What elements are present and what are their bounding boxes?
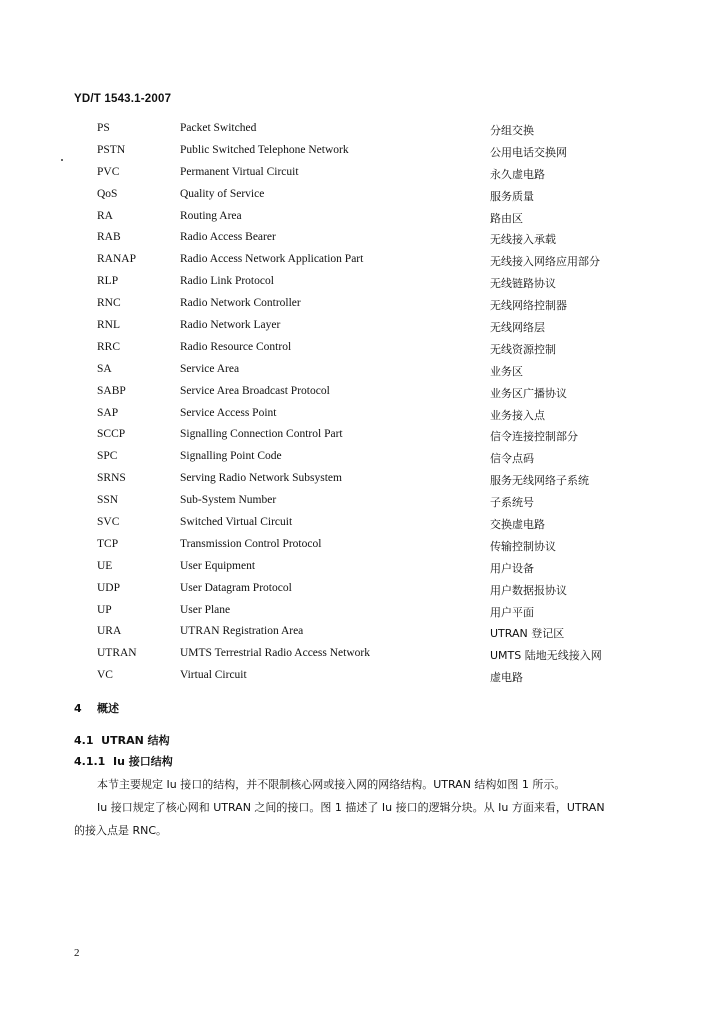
english-expansion: Quality of Service bbox=[180, 187, 265, 200]
chinese-term: 无线资源控制 bbox=[490, 342, 556, 356]
abbreviation-row bbox=[0, 666, 719, 688]
chinese-term: 信令点码 bbox=[490, 452, 534, 466]
english-expansion: Radio Access Network Application Part bbox=[180, 253, 364, 266]
english-expansion: Signalling Connection Control Part bbox=[180, 428, 343, 441]
english-expansion: Packet Switched bbox=[180, 122, 257, 134]
abbreviation-table bbox=[0, 119, 719, 688]
chinese-term: 业务区广播协议 bbox=[490, 386, 567, 400]
section-number: 4.1.1 bbox=[74, 755, 106, 768]
chinese-term: 无线接入承载 bbox=[490, 233, 556, 247]
english-expansion: User Equipment bbox=[180, 559, 256, 572]
paragraph-2-line-1: Iu 接口规定了核心网和 UTRAN 之间的接口。图 1 描述了 Iu 接口的逻辑分块。从 Iu 方面来看，UTRAN bbox=[97, 801, 605, 814]
section-number: 4.1 bbox=[74, 734, 94, 747]
chinese-term: 无线网络控制器 bbox=[490, 299, 567, 313]
abbreviation-term: RA bbox=[97, 209, 113, 222]
chinese-term: 信令连接控制部分 bbox=[490, 430, 578, 444]
english-expansion: Service Access Point bbox=[180, 406, 277, 419]
abbreviation-row bbox=[0, 250, 719, 272]
english-expansion: UTRAN Registration Area bbox=[180, 625, 304, 638]
chinese-term: UTRAN 登记区 bbox=[490, 627, 565, 641]
abbreviation-term: SRNS bbox=[97, 472, 126, 485]
abbreviation-row bbox=[0, 316, 719, 338]
abbreviation-term: RAB bbox=[97, 231, 121, 244]
chinese-term: 用户平面 bbox=[490, 605, 534, 619]
chinese-term: 业务接入点 bbox=[490, 408, 545, 422]
abbreviation-row bbox=[0, 338, 719, 360]
document-id-header: YD/T 1543.1-2007 bbox=[74, 93, 172, 105]
abbreviation-row bbox=[0, 207, 719, 229]
section-title: UTRAN 结构 bbox=[101, 734, 170, 747]
section-number: 4 bbox=[74, 702, 82, 715]
abbreviation-row bbox=[0, 185, 719, 207]
abbreviation-term: SCCP bbox=[97, 428, 126, 441]
chinese-term: 无线网络层 bbox=[490, 321, 545, 335]
chinese-term: 路由区 bbox=[490, 211, 523, 225]
abbreviation-row bbox=[0, 425, 719, 447]
english-expansion: Virtual Circuit bbox=[180, 669, 247, 682]
abbreviation-term: VC bbox=[97, 669, 113, 682]
abbreviation-row bbox=[0, 141, 719, 163]
abbreviation-term: RRC bbox=[97, 340, 121, 353]
abbreviation-row bbox=[0, 513, 719, 535]
english-expansion: Radio Network Controller bbox=[180, 297, 301, 310]
abbreviation-term: TCP bbox=[97, 537, 119, 550]
chinese-term: 业务区 bbox=[490, 364, 523, 378]
chinese-term: 永久虚电路 bbox=[490, 167, 545, 181]
abbreviation-term: PVC bbox=[97, 165, 120, 178]
section-title: 概述 bbox=[96, 702, 119, 715]
english-expansion: Radio Link Protocol bbox=[180, 275, 274, 288]
english-expansion: User Plane bbox=[180, 603, 231, 616]
abbreviation-term: RNC bbox=[97, 297, 121, 310]
abbreviation-row bbox=[0, 535, 719, 557]
english-expansion: User Datagram Protocol bbox=[180, 581, 292, 594]
english-expansion: Radio Network Layer bbox=[180, 319, 281, 332]
english-expansion: Radio Access Bearer bbox=[180, 231, 276, 244]
section-4-1-heading bbox=[74, 732, 170, 748]
english-expansion: Transmission Control Protocol bbox=[180, 537, 322, 550]
abbreviation-row bbox=[0, 119, 719, 141]
chinese-term: 服务无线网络子系统 bbox=[490, 474, 589, 488]
abbreviation-term: SVC bbox=[97, 516, 120, 529]
english-expansion: Switched Virtual Circuit bbox=[180, 516, 293, 529]
abbreviation-term: SAP bbox=[97, 406, 119, 419]
abbreviation-term: SABP bbox=[97, 384, 126, 397]
chinese-term: 用户数据报协议 bbox=[490, 583, 567, 597]
abbreviation-row bbox=[0, 601, 719, 623]
abbreviation-term: UE bbox=[97, 559, 113, 572]
abbreviation-row bbox=[0, 644, 719, 666]
abbreviation-row bbox=[0, 163, 719, 185]
english-expansion: UMTS Terrestrial Radio Access Network bbox=[180, 647, 370, 660]
chinese-term: 传输控制协议 bbox=[490, 539, 556, 553]
english-expansion: Signalling Point Code bbox=[180, 450, 282, 463]
abbreviation-row bbox=[0, 491, 719, 513]
chinese-term: 用户设备 bbox=[490, 561, 534, 575]
abbreviation-row bbox=[0, 404, 719, 426]
chinese-term: 交换虚电路 bbox=[490, 518, 545, 532]
abbreviation-term: UP bbox=[97, 603, 112, 616]
english-expansion: Service Area bbox=[180, 362, 240, 375]
abbreviation-term: SA bbox=[97, 362, 112, 375]
abbreviation-term: SSN bbox=[97, 494, 119, 507]
abbreviation-term: RNL bbox=[97, 319, 120, 332]
english-expansion: Public Switched Telephone Network bbox=[180, 143, 349, 156]
chinese-term: 无线链路协议 bbox=[490, 277, 556, 291]
chinese-term: 公用电话交换网 bbox=[490, 145, 567, 159]
english-expansion: Serving Radio Network Subsystem bbox=[180, 472, 342, 485]
abbreviation-row bbox=[0, 360, 719, 382]
english-expansion: Service Area Broadcast Protocol bbox=[180, 384, 330, 397]
abbreviation-row bbox=[0, 447, 719, 469]
abbreviation-row bbox=[0, 382, 719, 404]
abbreviation-term: URA bbox=[97, 625, 122, 638]
abbreviation-term: UDP bbox=[97, 581, 121, 594]
paragraph-2-line-2: 的接入点是 RNC。 bbox=[74, 824, 168, 837]
abbreviation-term: SPC bbox=[97, 450, 118, 463]
abbreviation-row bbox=[0, 228, 719, 250]
abbreviation-term: PSTN bbox=[97, 143, 126, 156]
abbreviation-term: RANAP bbox=[97, 253, 136, 266]
chinese-term: UMTS 陆地无线接入网 bbox=[490, 649, 602, 663]
chinese-term: 子系统号 bbox=[490, 496, 534, 510]
english-expansion: Radio Resource Control bbox=[180, 340, 292, 353]
abbreviation-term: QoS bbox=[97, 187, 118, 200]
abbreviation-term: RLP bbox=[97, 275, 119, 288]
chinese-term: 服务质量 bbox=[490, 189, 534, 203]
section-4-heading bbox=[74, 700, 119, 716]
chinese-term: 分组交换 bbox=[490, 124, 534, 137]
paragraph-1: 本节主要规定 Iu 接口的结构，并不限制核心网或接入网的网络结构。UTRAN 结构如图 1 所示。 bbox=[97, 778, 566, 791]
abbreviation-row bbox=[0, 469, 719, 491]
abbreviation-term: UTRAN bbox=[97, 647, 137, 660]
abbreviation-row bbox=[0, 557, 719, 579]
abbreviation-row bbox=[0, 622, 719, 644]
abbreviation-row bbox=[0, 272, 719, 294]
abbreviation-row bbox=[0, 579, 719, 601]
chinese-term: 虚电路 bbox=[490, 671, 523, 685]
section-4-1-1-heading bbox=[74, 753, 173, 769]
english-expansion: Permanent Virtual Circuit bbox=[180, 165, 299, 178]
section-title: Iu 接口结构 bbox=[113, 755, 173, 768]
page-number: 2 bbox=[74, 947, 80, 959]
abbreviation-term: PS bbox=[97, 122, 110, 134]
english-expansion: Routing Area bbox=[180, 209, 242, 222]
chinese-term: 无线接入网络应用部分 bbox=[490, 255, 600, 269]
abbreviation-row bbox=[0, 294, 719, 316]
english-expansion: Sub-System Number bbox=[180, 494, 277, 507]
